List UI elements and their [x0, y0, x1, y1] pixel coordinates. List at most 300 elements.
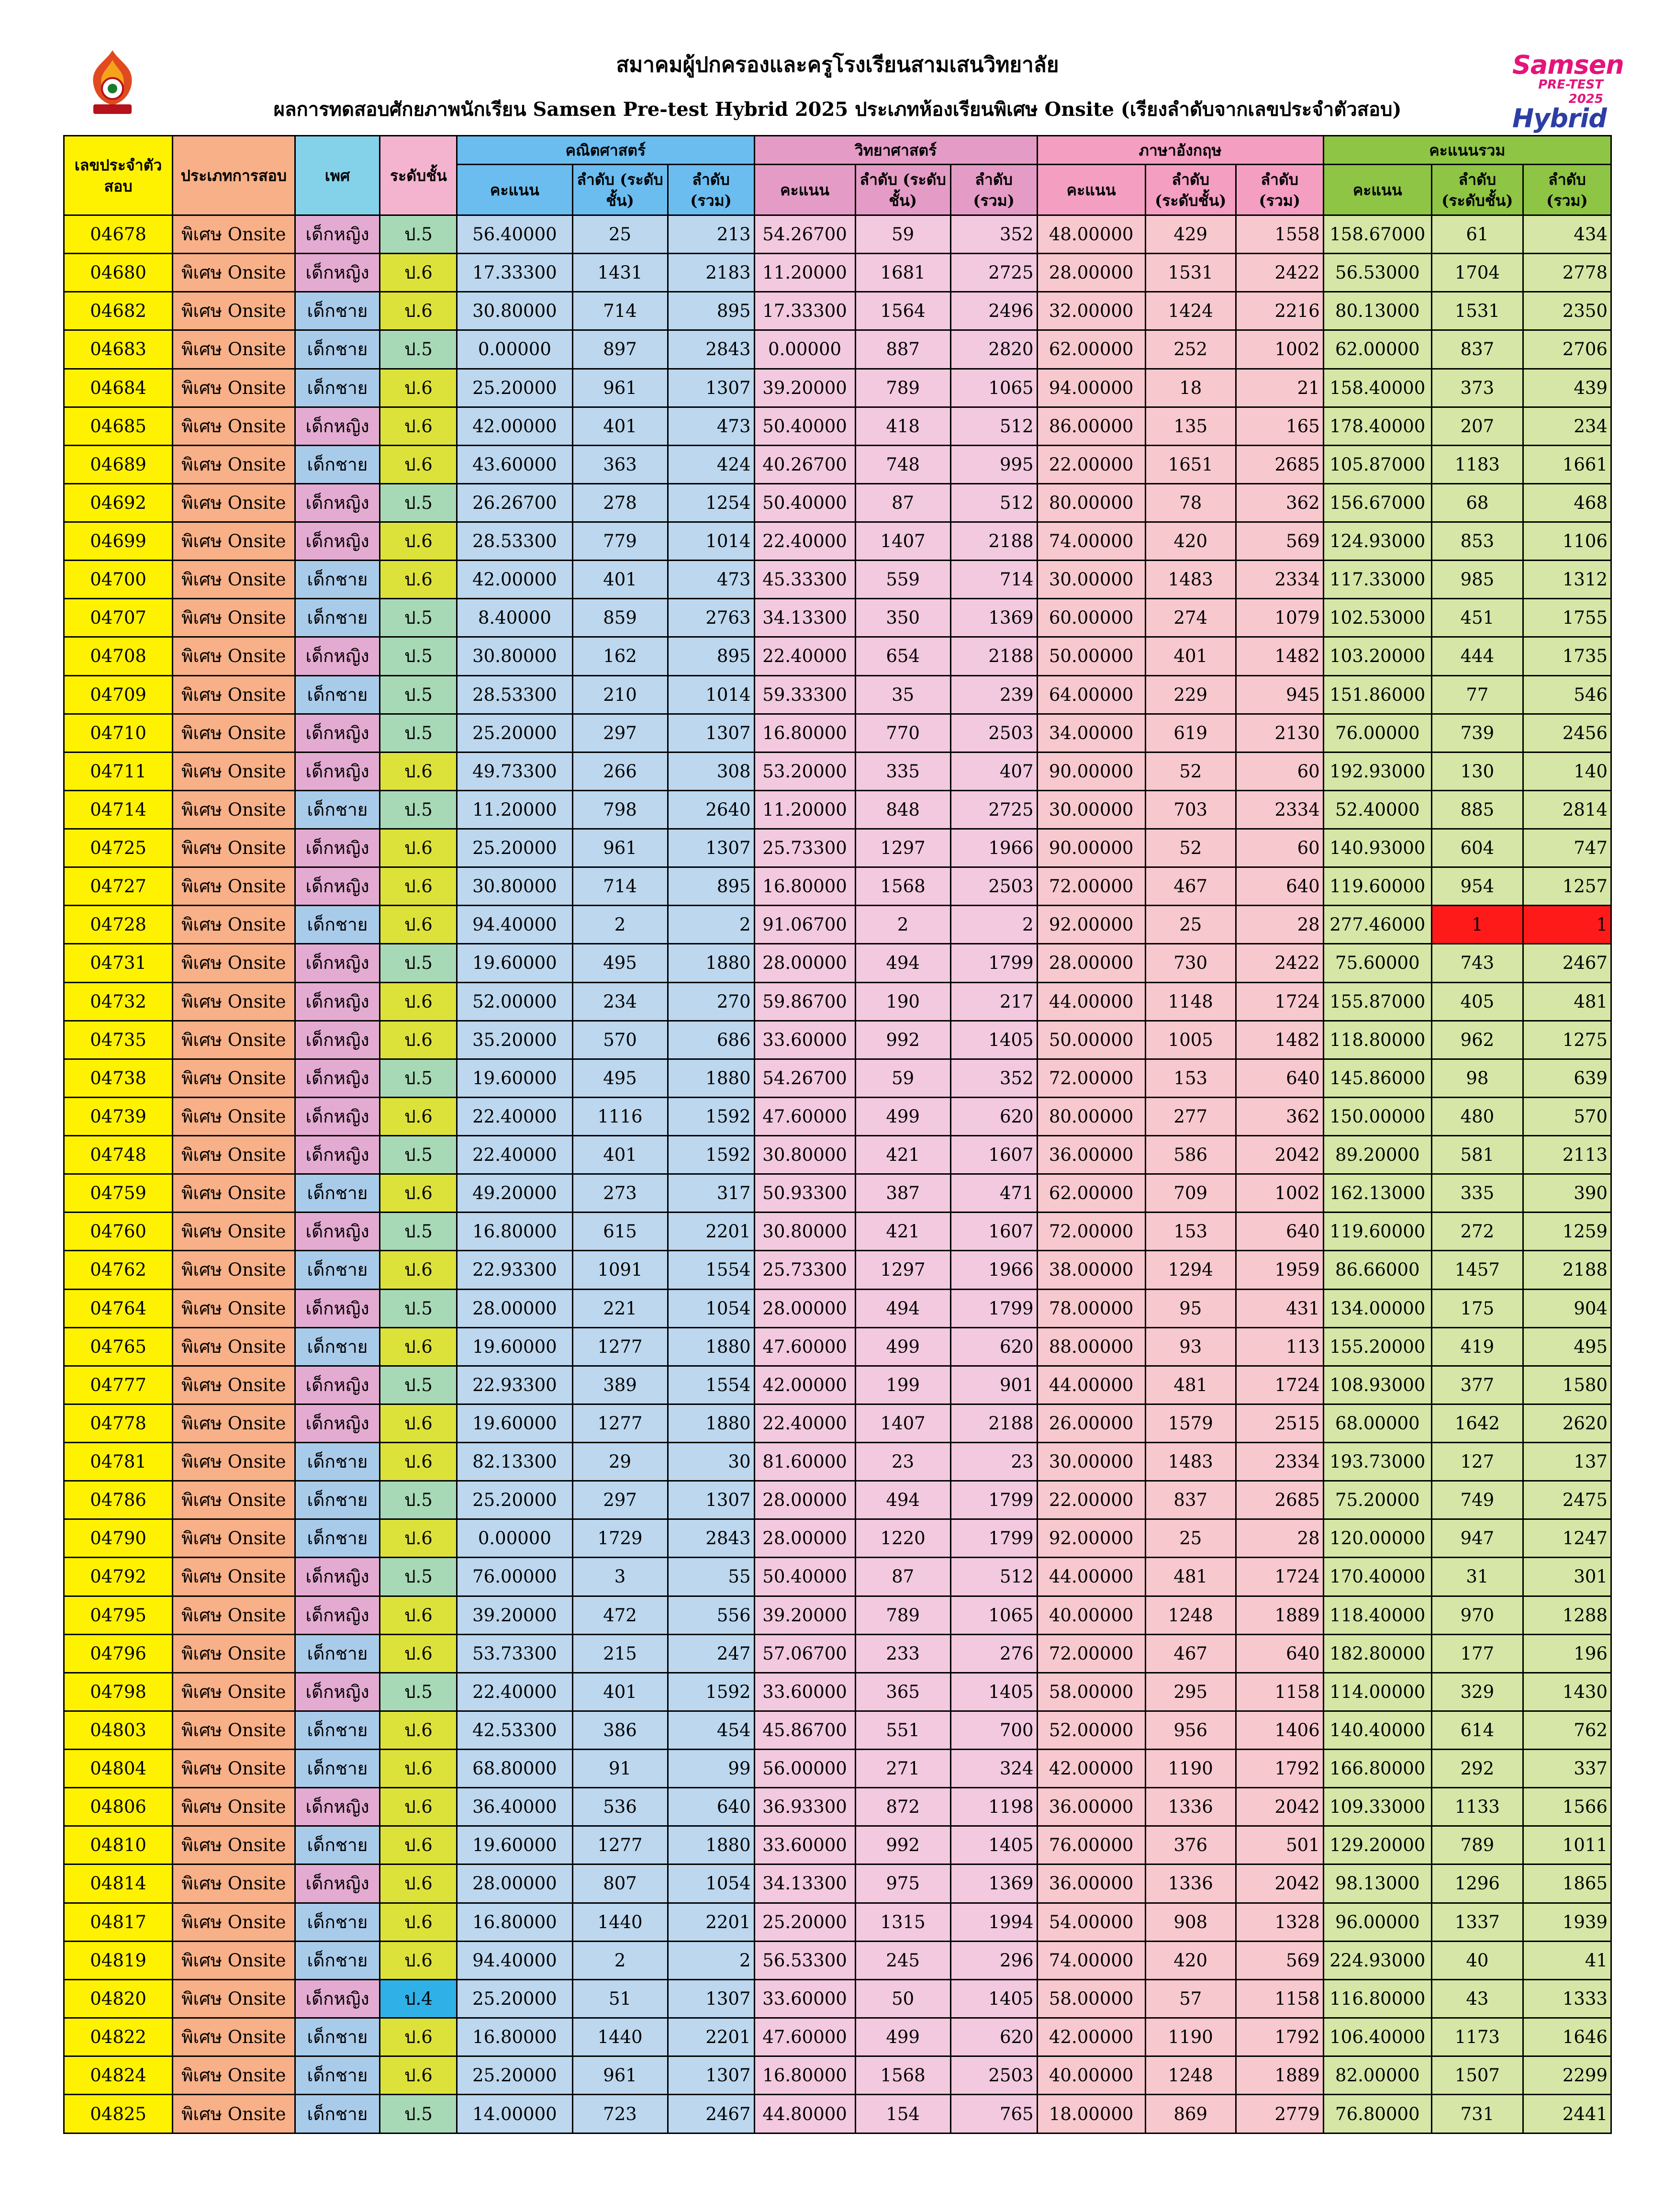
cell-total-rank-level: 1507: [1431, 2056, 1523, 2095]
cell-eng-rank-all: 1558: [1236, 215, 1323, 254]
cell-exam-type: พิเศษ Onsite: [173, 1443, 295, 1481]
cell-eng-rank-level: 467: [1145, 1634, 1236, 1673]
cell-sci-rank-level: 365: [855, 1673, 950, 1711]
cell-total-rank-level: 1704: [1431, 254, 1523, 292]
cell-level: ป.6: [380, 906, 457, 944]
cell-total-rank-level: 947: [1431, 1519, 1523, 1558]
cell-eng-score: 72.00000: [1037, 867, 1145, 906]
cell-sci-rank-all: 296: [950, 1941, 1037, 1979]
cell-math-score: 26.26700: [457, 483, 572, 522]
cell-math-rank-all: 454: [668, 1711, 754, 1749]
cell-math-rank-level: 495: [572, 944, 668, 982]
cell-exam-type: พิเศษ Onsite: [173, 1596, 295, 1634]
cell-total-rank-level: 604: [1431, 829, 1523, 867]
cell-math-rank-level: 961: [572, 369, 668, 407]
cell-eng-rank-level: 429: [1145, 215, 1236, 254]
cell-eng-score: 58.00000: [1037, 1979, 1145, 2018]
cell-eng-rank-level: 1190: [1145, 1750, 1236, 1788]
cell-math-rank-all: 1254: [668, 483, 754, 522]
cell-exam-type: พิเศษ Onsite: [173, 1251, 295, 1289]
table-row: [64, 1941, 1611, 1979]
cell-math-rank-level: 570: [572, 1021, 668, 1059]
cell-math-rank-level: 401: [572, 561, 668, 599]
cell-eng-rank-all: 569: [1236, 522, 1323, 561]
cell-sci-rank-all: 1369: [950, 1864, 1037, 1903]
cell-total-rank-all: 1259: [1523, 1213, 1611, 1251]
cell-sci-score: 47.60000: [754, 2018, 855, 2056]
cell-level: ป.6: [380, 1826, 457, 1864]
table-row: [64, 292, 1611, 330]
cell-sex: เด็กหญิง: [295, 1213, 380, 1251]
cell-eng-rank-level: 956: [1145, 1711, 1236, 1749]
table-row: [64, 2095, 1611, 2133]
cell-sci-rank-level: 789: [855, 369, 950, 407]
cell-math-score: 30.80000: [457, 292, 572, 330]
cell-total-score: 75.60000: [1323, 944, 1431, 982]
org-title: สมาคมผู้ปกครองและครูโรงเรียนสามเสนวิทยาลัย: [616, 53, 1059, 77]
cell-total-rank-all: 1661: [1523, 445, 1611, 483]
cell-sex: เด็กหญิง: [295, 714, 380, 752]
cell-math-rank-all: 556: [668, 1596, 754, 1634]
cell-eng-rank-all: 1158: [1236, 1979, 1323, 2018]
cell-level: ป.6: [380, 829, 457, 867]
cell-math-rank-level: 714: [572, 867, 668, 906]
cell-math-rank-all: 30: [668, 1443, 754, 1481]
cell-exam-id: 04692: [64, 483, 173, 522]
cell-sci-rank-level: 421: [855, 1136, 950, 1174]
cell-math-rank-all: 270: [668, 982, 754, 1021]
cell-math-rank-all: 1880: [668, 1826, 754, 1864]
cell-sci-rank-level: 2: [855, 906, 950, 944]
cell-exam-type: พิเศษ Onsite: [173, 1059, 295, 1097]
cell-exam-id: 04708: [64, 637, 173, 675]
cell-exam-type: พิเศษ Onsite: [173, 1788, 295, 1826]
cell-total-score: 134.00000: [1323, 1289, 1431, 1327]
cell-exam-type: พิเศษ Onsite: [173, 1903, 295, 1941]
cell-total-rank-level: 1337: [1431, 1903, 1523, 1941]
cell-total-score: 105.87000: [1323, 445, 1431, 483]
cell-eng-rank-level: 837: [1145, 1481, 1236, 1519]
cell-total-rank-all: 1275: [1523, 1021, 1611, 1059]
cell-math-rank-all: 1307: [668, 2056, 754, 2095]
cell-sci-score: 22.40000: [754, 1404, 855, 1442]
cell-eng-score: 38.00000: [1037, 1251, 1145, 1289]
cell-total-rank-level: 130: [1431, 752, 1523, 790]
cell-sci-rank-level: 245: [855, 1941, 950, 1979]
cell-eng-rank-all: 1889: [1236, 2056, 1323, 2095]
cell-sci-rank-level: 23: [855, 1443, 950, 1481]
cell-sci-rank-all: 1198: [950, 1788, 1037, 1826]
cell-eng-score: 36.00000: [1037, 1788, 1145, 1826]
cell-sci-rank-level: 992: [855, 1021, 950, 1059]
cell-exam-type: พิเศษ Onsite: [173, 637, 295, 675]
cell-sci-rank-level: 199: [855, 1366, 950, 1404]
cell-math-rank-all: 2763: [668, 599, 754, 637]
cell-math-score: 42.00000: [457, 561, 572, 599]
cell-total-score: 82.00000: [1323, 2056, 1431, 2095]
cell-math-rank-level: 363: [572, 445, 668, 483]
cell-total-score: 158.67000: [1323, 215, 1431, 254]
cell-sex: เด็กชาย: [295, 2056, 380, 2095]
cell-total-score: 192.93000: [1323, 752, 1431, 790]
cell-exam-id: 04707: [64, 599, 173, 637]
cell-sci-rank-level: 1681: [855, 254, 950, 292]
cell-sci-rank-level: 350: [855, 599, 950, 637]
cell-eng-rank-all: 1002: [1236, 1174, 1323, 1213]
cell-sci-rank-all: 1065: [950, 369, 1037, 407]
cell-sci-rank-all: 512: [950, 407, 1037, 445]
col-header-sci-rank-all: ลำดับ (รวม): [950, 165, 1037, 215]
cell-eng-score: 62.00000: [1037, 1174, 1145, 1213]
cell-total-rank-all: 2350: [1523, 292, 1611, 330]
cell-total-rank-all: 439: [1523, 369, 1611, 407]
cell-eng-rank-level: 229: [1145, 675, 1236, 714]
cell-exam-id: 04710: [64, 714, 173, 752]
cell-sci-score: 59.86700: [754, 982, 855, 1021]
cell-sci-score: 59.33300: [754, 675, 855, 714]
cell-eng-rank-level: 869: [1145, 2095, 1236, 2133]
cell-sex: เด็กชาย: [295, 1327, 380, 1366]
cell-eng-rank-level: 481: [1145, 1366, 1236, 1404]
cell-eng-score: 50.00000: [1037, 637, 1145, 675]
table-row: [64, 483, 1611, 522]
cell-math-score: 28.53300: [457, 522, 572, 561]
cell-total-rank-all: 301: [1523, 1558, 1611, 1596]
cell-math-rank-all: 1880: [668, 1404, 754, 1442]
cell-eng-score: 60.00000: [1037, 599, 1145, 637]
cell-eng-rank-level: 274: [1145, 599, 1236, 637]
cell-total-score: 75.20000: [1323, 1481, 1431, 1519]
cell-eng-rank-all: 28: [1236, 1519, 1323, 1558]
cell-exam-id: 04732: [64, 982, 173, 1021]
cell-sci-rank-all: 2188: [950, 1404, 1037, 1442]
cell-eng-rank-level: 1336: [1145, 1788, 1236, 1826]
cell-total-rank-level: 1457: [1431, 1251, 1523, 1289]
cell-exam-id: 04822: [64, 2018, 173, 2056]
cell-eng-rank-level: 709: [1145, 1174, 1236, 1213]
cell-sci-score: 39.20000: [754, 1596, 855, 1634]
cell-math-rank-level: 401: [572, 407, 668, 445]
cell-eng-rank-all: 2685: [1236, 1481, 1323, 1519]
cell-total-rank-all: 2299: [1523, 2056, 1611, 2095]
cell-level: ป.6: [380, 407, 457, 445]
cell-sci-score: 53.20000: [754, 752, 855, 790]
cell-eng-rank-level: 908: [1145, 1903, 1236, 1941]
cell-sci-score: 47.60000: [754, 1327, 855, 1366]
cell-sci-score: 33.60000: [754, 1021, 855, 1059]
cell-exam-id: 04735: [64, 1021, 173, 1059]
cell-math-rank-level: 215: [572, 1634, 668, 1673]
cell-sci-score: 33.60000: [754, 1979, 855, 2018]
cell-total-score: 140.40000: [1323, 1711, 1431, 1749]
cell-level: ป.5: [380, 1481, 457, 1519]
cell-sci-rank-level: 50: [855, 1979, 950, 2018]
cell-sex: เด็กชาย: [295, 445, 380, 483]
table-row: [64, 1021, 1611, 1059]
cell-sex: เด็กหญิง: [295, 483, 380, 522]
cell-math-score: 22.40000: [457, 1673, 572, 1711]
table-row: [64, 1404, 1611, 1442]
table-row: [64, 1327, 1611, 1366]
results-table: [63, 135, 1612, 2134]
cell-level: ป.6: [380, 1021, 457, 1059]
cell-math-score: 8.40000: [457, 599, 572, 637]
cell-total-score: 114.00000: [1323, 1673, 1431, 1711]
table-row: [64, 330, 1611, 369]
cell-total-rank-level: 837: [1431, 330, 1523, 369]
cell-total-rank-level: 43: [1431, 1979, 1523, 2018]
cell-sci-rank-all: 2496: [950, 292, 1037, 330]
cell-math-score: 39.20000: [457, 1596, 572, 1634]
cell-exam-id: 04714: [64, 790, 173, 829]
cell-sci-rank-level: 1297: [855, 829, 950, 867]
cell-eng-rank-all: 165: [1236, 407, 1323, 445]
cell-sci-rank-all: 239: [950, 675, 1037, 714]
cell-level: ป.5: [380, 483, 457, 522]
cell-total-score: 102.53000: [1323, 599, 1431, 637]
cell-level: ป.5: [380, 1366, 457, 1404]
cell-math-rank-all: 1307: [668, 1979, 754, 2018]
cell-sci-score: 28.00000: [754, 1519, 855, 1558]
cell-sci-rank-all: 1799: [950, 1481, 1037, 1519]
cell-total-rank-level: 1: [1431, 906, 1523, 944]
cell-math-rank-level: 221: [572, 1289, 668, 1327]
table-row: [64, 1174, 1611, 1213]
cell-eng-rank-level: 1005: [1145, 1021, 1236, 1059]
cell-math-rank-all: 99: [668, 1750, 754, 1788]
col-header-eng-rank-level: ลำดับ (ระดับชั้น): [1145, 165, 1236, 215]
cell-level: ป.5: [380, 637, 457, 675]
table-row: [64, 1979, 1611, 2018]
table-row: [64, 906, 1611, 944]
cell-math-rank-level: 29: [572, 1443, 668, 1481]
cell-total-rank-level: 1133: [1431, 1788, 1523, 1826]
cell-sci-rank-all: 620: [950, 1097, 1037, 1135]
cell-level: ป.6: [380, 1864, 457, 1903]
cell-sci-score: 45.33300: [754, 561, 855, 599]
cell-sci-rank-level: 748: [855, 445, 950, 483]
col-header-total-score: คะแนน: [1323, 165, 1431, 215]
cell-total-score: 150.00000: [1323, 1097, 1431, 1135]
cell-eng-rank-level: 467: [1145, 867, 1236, 906]
cell-total-rank-all: 2456: [1523, 714, 1611, 752]
table-row: [64, 407, 1611, 445]
cell-total-score: 68.00000: [1323, 1404, 1431, 1442]
cell-total-score: 89.20000: [1323, 1136, 1431, 1174]
cell-exam-id: 04728: [64, 906, 173, 944]
cell-exam-id: 04796: [64, 1634, 173, 1673]
cell-eng-rank-all: 1328: [1236, 1903, 1323, 1941]
cell-math-rank-level: 25: [572, 215, 668, 254]
cell-eng-rank-all: 1724: [1236, 1366, 1323, 1404]
cell-math-rank-all: 1880: [668, 944, 754, 982]
cell-math-score: 94.40000: [457, 1941, 572, 1979]
cell-total-rank-level: 177: [1431, 1634, 1523, 1673]
cell-sci-score: 40.26700: [754, 445, 855, 483]
cell-math-rank-all: 473: [668, 561, 754, 599]
cell-total-rank-all: 762: [1523, 1711, 1611, 1749]
cell-exam-type: พิเศษ Onsite: [173, 2056, 295, 2095]
cell-eng-score: 44.00000: [1037, 1558, 1145, 1596]
cell-total-rank-all: 495: [1523, 1327, 1611, 1366]
cell-level: ป.5: [380, 215, 457, 254]
cell-eng-rank-all: 2042: [1236, 1136, 1323, 1174]
cell-math-score: 49.73300: [457, 752, 572, 790]
cell-eng-score: 80.00000: [1037, 1097, 1145, 1135]
cell-sci-rank-all: 901: [950, 1366, 1037, 1404]
cell-math-score: 56.40000: [457, 215, 572, 254]
cell-total-rank-all: 481: [1523, 982, 1611, 1021]
cell-math-rank-level: 472: [572, 1596, 668, 1634]
cell-sci-score: 22.40000: [754, 522, 855, 561]
cell-math-rank-all: 1554: [668, 1251, 754, 1289]
cell-eng-score: 72.00000: [1037, 1634, 1145, 1673]
cell-total-score: 108.93000: [1323, 1366, 1431, 1404]
cell-math-rank-level: 3: [572, 1558, 668, 1596]
cell-math-rank-level: 297: [572, 714, 668, 752]
cell-sex: เด็กชาย: [295, 1903, 380, 1941]
col-header-math-rank-level: ลำดับ (ระดับชั้น): [572, 165, 668, 215]
cell-total-rank-level: 98: [1431, 1059, 1523, 1097]
cell-sex: เด็กชาย: [295, 1711, 380, 1749]
cell-total-score: 118.40000: [1323, 1596, 1431, 1634]
cell-sci-score: 33.60000: [754, 1826, 855, 1864]
cell-math-score: 25.20000: [457, 714, 572, 752]
cell-eng-score: 72.00000: [1037, 1213, 1145, 1251]
cell-exam-id: 04678: [64, 215, 173, 254]
cell-total-rank-level: 954: [1431, 867, 1523, 906]
cell-exam-type: พิเศษ Onsite: [173, 1213, 295, 1251]
cell-exam-id: 04804: [64, 1750, 173, 1788]
cell-sci-score: 47.60000: [754, 1097, 855, 1135]
cell-total-rank-level: 40: [1431, 1941, 1523, 1979]
cell-sci-rank-level: 1568: [855, 2056, 950, 2095]
cell-math-rank-level: 2: [572, 1941, 668, 1979]
cell-eng-rank-level: 252: [1145, 330, 1236, 369]
cell-level: ป.6: [380, 1404, 457, 1442]
cell-eng-rank-level: 1248: [1145, 1596, 1236, 1634]
cell-eng-score: 74.00000: [1037, 1941, 1145, 1979]
cell-sci-rank-all: 765: [950, 2095, 1037, 2133]
cell-eng-score: 58.00000: [1037, 1673, 1145, 1711]
cell-eng-rank-all: 113: [1236, 1327, 1323, 1366]
cell-eng-rank-level: 1424: [1145, 292, 1236, 330]
cell-math-rank-all: 424: [668, 445, 754, 483]
cell-sci-rank-level: 559: [855, 561, 950, 599]
cell-total-score: 118.80000: [1323, 1021, 1431, 1059]
cell-eng-score: 30.00000: [1037, 561, 1145, 599]
cell-exam-id: 04825: [64, 2095, 173, 2133]
cell-sci-score: 22.40000: [754, 637, 855, 675]
cell-total-rank-all: 2467: [1523, 944, 1611, 982]
cell-math-rank-all: 1014: [668, 675, 754, 714]
cell-total-rank-level: 405: [1431, 982, 1523, 1021]
cell-total-rank-all: 1257: [1523, 867, 1611, 906]
cell-eng-score: 50.00000: [1037, 1021, 1145, 1059]
cell-exam-type: พิเศษ Onsite: [173, 330, 295, 369]
cell-eng-rank-level: 52: [1145, 752, 1236, 790]
cell-eng-rank-level: 1336: [1145, 1864, 1236, 1903]
cell-sex: เด็กหญิง: [295, 1596, 380, 1634]
cell-math-rank-all: 2843: [668, 1519, 754, 1558]
table-row: [64, 1903, 1611, 1941]
cell-sex: เด็กชาย: [295, 1174, 380, 1213]
cell-total-rank-all: 1247: [1523, 1519, 1611, 1558]
cell-total-rank-all: 639: [1523, 1059, 1611, 1097]
cell-sci-rank-all: 1405: [950, 1021, 1037, 1059]
cell-sci-rank-level: 271: [855, 1750, 950, 1788]
cell-eng-rank-all: 60: [1236, 752, 1323, 790]
cell-eng-rank-level: 25: [1145, 906, 1236, 944]
cell-math-score: 30.80000: [457, 867, 572, 906]
cell-math-rank-all: 1054: [668, 1864, 754, 1903]
cell-total-rank-all: 234: [1523, 407, 1611, 445]
cell-math-rank-all: 895: [668, 867, 754, 906]
cell-exam-id: 04685: [64, 407, 173, 445]
cell-total-score: 117.33000: [1323, 561, 1431, 599]
cell-eng-score: 76.00000: [1037, 1826, 1145, 1864]
cell-math-rank-level: 1091: [572, 1251, 668, 1289]
cell-eng-rank-all: 1406: [1236, 1711, 1323, 1749]
cell-sci-score: 50.40000: [754, 407, 855, 445]
cell-total-score: 170.40000: [1323, 1558, 1431, 1596]
cell-math-rank-level: 386: [572, 1711, 668, 1749]
cell-sci-rank-level: 35: [855, 675, 950, 714]
cell-exam-id: 04817: [64, 1903, 173, 1941]
cell-eng-score: 18.00000: [1037, 2095, 1145, 2133]
cell-total-rank-all: 1011: [1523, 1826, 1611, 1864]
cell-total-rank-level: 31: [1431, 1558, 1523, 1596]
cell-sci-score: 30.80000: [754, 1213, 855, 1251]
cell-eng-rank-all: 2422: [1236, 944, 1323, 982]
cell-total-rank-all: 434: [1523, 215, 1611, 254]
cell-total-score: 62.00000: [1323, 330, 1431, 369]
cell-level: ป.6: [380, 1903, 457, 1941]
cell-sex: เด็กหญิง: [295, 1404, 380, 1442]
cell-sex: เด็กชาย: [295, 1941, 380, 1979]
cell-sci-rank-all: 407: [950, 752, 1037, 790]
cell-sci-rank-all: 1799: [950, 1289, 1037, 1327]
cell-exam-id: 04699: [64, 522, 173, 561]
cell-eng-rank-all: 362: [1236, 483, 1323, 522]
cell-sci-rank-all: 2188: [950, 522, 1037, 561]
cell-sci-rank-all: 512: [950, 1558, 1037, 1596]
cell-sci-rank-level: 418: [855, 407, 950, 445]
cell-eng-rank-level: 420: [1145, 1941, 1236, 1979]
cell-math-rank-all: 1592: [668, 1136, 754, 1174]
cell-eng-rank-level: 18: [1145, 369, 1236, 407]
cell-total-rank-level: 480: [1431, 1097, 1523, 1135]
cell-sci-rank-level: 494: [855, 1289, 950, 1327]
cell-eng-score: 48.00000: [1037, 215, 1145, 254]
cell-sex: เด็กหญิง: [295, 1558, 380, 1596]
cell-math-rank-all: 308: [668, 752, 754, 790]
cell-total-rank-level: 377: [1431, 1366, 1523, 1404]
cell-math-rank-all: 1307: [668, 1481, 754, 1519]
cell-total-score: 116.80000: [1323, 1979, 1431, 2018]
cell-sci-rank-level: 421: [855, 1213, 950, 1251]
cell-sci-rank-all: 1799: [950, 1519, 1037, 1558]
cell-sci-rank-all: 620: [950, 1327, 1037, 1366]
cell-sci-score: 44.80000: [754, 2095, 855, 2133]
cell-math-rank-level: 1116: [572, 1097, 668, 1135]
cell-math-rank-level: 266: [572, 752, 668, 790]
cell-total-rank-all: 2188: [1523, 1251, 1611, 1289]
cell-eng-rank-all: 2515: [1236, 1404, 1323, 1442]
cell-sci-score: 28.00000: [754, 944, 855, 982]
cell-eng-score: 36.00000: [1037, 1136, 1145, 1174]
cell-sci-score: 81.60000: [754, 1443, 855, 1481]
